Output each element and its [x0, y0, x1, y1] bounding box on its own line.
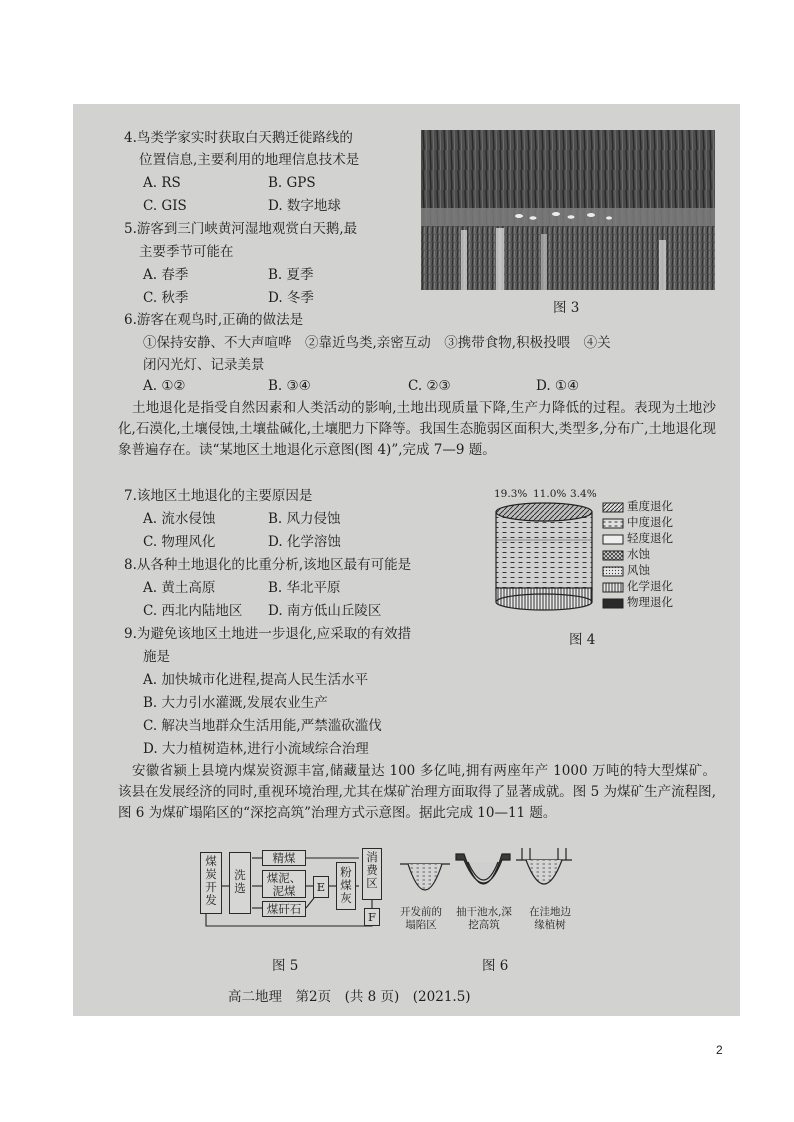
fig4-pct-moderate: 11.0%: [533, 488, 567, 500]
q4-option-c: C. GIS: [143, 198, 187, 214]
fig3-caption: 图 3: [553, 300, 580, 316]
fig4-legend-swatches: [602, 500, 624, 612]
q4-stem-line2: 位置信息,主要利用的地理信息技术是: [139, 152, 360, 168]
page-footer: 高二地理 第2页 (共 8 页) (2021.5): [228, 989, 471, 1005]
fig5-box-fine-coal: [262, 850, 306, 866]
fig4-legend-light: 轻度退化: [627, 531, 673, 545]
fig6-caption: 图 6: [482, 958, 509, 974]
q7-option-c: C. 物理风化: [143, 534, 216, 550]
fig4-legend-wind-erosion: 风蚀: [627, 563, 650, 577]
fig6-label-before: 开发前的塌陷区: [400, 906, 442, 931]
fig5-label-slurry: 煤泥、泥煤: [266, 871, 302, 898]
fig3-wetland-photo: [421, 130, 715, 290]
fig5-box-f: [364, 908, 380, 926]
q9-option-d: D. 大力植树造林,进行小流域综合治理: [143, 741, 369, 757]
q5-option-a: A. 春季: [143, 267, 189, 283]
q7-stem: 7.该地区土地退化的主要原因是: [124, 488, 313, 504]
fig4-legend-water-erosion: 水蚀: [627, 547, 650, 561]
q5-option-b: B. 夏季: [268, 267, 314, 283]
fig5-label-f: F: [368, 910, 376, 924]
fig5-box-slurry: [262, 870, 306, 898]
q4-option-b: B. GPS: [268, 175, 316, 191]
q5-option-d: D. 冬季: [268, 290, 314, 306]
fig4-caption: 图 4: [569, 632, 596, 648]
q6-stem: 6.游客在观鸟时,正确的做法是: [124, 312, 304, 328]
fig4-legend-severe: 重度退化: [627, 499, 673, 513]
fig5-label-coal-mining: 煤炭开发: [205, 854, 217, 907]
fig4-pct-severe: 19.3%: [494, 488, 528, 500]
q7-option-a: A. 流水侵蚀: [143, 511, 216, 527]
fig6-label-plant: 在洼地边缘植树: [529, 906, 571, 931]
fig4-legend-physical: 物理退化: [627, 595, 673, 609]
q5-stem-line2: 主要季节可能在: [139, 244, 234, 260]
fig5-box-washing: [229, 852, 251, 914]
q6-option-c: C. ②③: [408, 378, 451, 394]
q7-option-d: D. 化学溶蚀: [268, 534, 341, 550]
q6-option-a: A. ①②: [143, 378, 186, 394]
fig5-label-e: E: [316, 880, 326, 894]
fig4-legend-moderate: 中度退化: [627, 515, 673, 529]
q9-stem-line1: 9.为避免该地区土地进一步退化,应采取的有效措: [124, 626, 412, 642]
fig5-box-gangue: [262, 901, 306, 917]
q9-option-b: B. 大力引水灌溉,发展农业生产: [143, 695, 328, 711]
fig6-subsidence-diagram: [398, 846, 574, 906]
q8-option-a: A. 黄土高原: [143, 580, 216, 596]
q6-items-line1: ①保持安静、不大声喧哗 ②靠近鸟类,亲密互动 ③携带食物,积极投喂 ④关: [143, 335, 611, 351]
passage-land-degradation: 土地退化是指受自然因素和人类活动的影响,土地出现质量下降,生产力降低的过程。表现为土地沙化,石漠化,土壤侵蚀,土壤盐碱化,土壤肥力下降等。我国生态脆弱区面积大,类型多,分布广,土地退化现象普遍存在。读“某地区土地退化示意图(图 4)”,完成 7—9 题。: [118, 400, 716, 458]
fig5-box-coal-mining: [200, 852, 222, 914]
page-number: 2: [716, 1043, 723, 1057]
q6-option-b: B. ③④: [268, 378, 311, 394]
fig5-caption: 图 5: [272, 958, 299, 974]
q6-items-line2: 闭闪光灯、记录美景: [143, 357, 265, 373]
q8-option-b: B. 华北平原: [268, 580, 341, 596]
fig5-box-consumption: [362, 848, 382, 900]
fig4-degradation-cylinder: [494, 500, 596, 612]
fig4-pct-light: 3.4%: [570, 488, 597, 500]
q9-option-a: A. 加快城市化进程,提高人民生活水平: [143, 672, 369, 688]
q5-option-c: C. 秋季: [143, 290, 189, 306]
fig5-label-gangue: 煤矸石: [266, 902, 302, 916]
fig5-label-fine-coal: 精煤: [272, 851, 296, 865]
fig5-label-fly-ash: 粉煤灰: [340, 865, 352, 905]
q4-option-a: A. RS: [143, 175, 181, 191]
q6-option-d: D. ①④: [536, 378, 580, 394]
passage-coal-mining: 安徽省颍上县境内煤炭资源丰富,储藏量达 100 多亿吨,拥有两座年产 1000 万吨的特大型煤矿。该县在发展经济的同时,重视环境治理,尤其在煤矿治理方面取得了显著成就。图 5 为煤矿生产流程图,图 6 为煤矿塌陷区的“深挖高筑”治理方式示意图。据此完成 10—11 题。: [118, 763, 716, 821]
q8-option-d: D. 南方低山丘陵区: [268, 603, 382, 619]
q7-option-b: B. 风力侵蚀: [268, 511, 341, 527]
q5-stem-line1: 5.游客到三门峡黄河湿地观赏白天鹅,最: [124, 221, 358, 237]
q8-stem: 8.从各种土地退化的比重分析,该地区最有可能是: [124, 557, 412, 573]
fig5-box-fly-ash: [336, 862, 356, 910]
q9-stem-line2: 施是: [143, 649, 170, 665]
q8-option-c: C. 西北内陆地区: [143, 603, 243, 619]
fig6-label-dig: 抽干池水,深挖高筑: [456, 906, 512, 931]
fig5-label-washing: 洗选: [234, 868, 246, 895]
q4-option-d: D. 数字地球: [268, 198, 341, 214]
fig4-legend-chemical: 化学退化: [627, 579, 673, 593]
fig5-box-e: [313, 876, 329, 898]
q4-stem-line1: 4.鸟类学家实时获取白天鹅迁徙路线的: [124, 130, 353, 146]
q9-option-c: C. 解决当地群众生活用能,严禁滥砍滥伐: [143, 718, 382, 734]
fig5-label-consumption: 消费区: [366, 850, 378, 890]
